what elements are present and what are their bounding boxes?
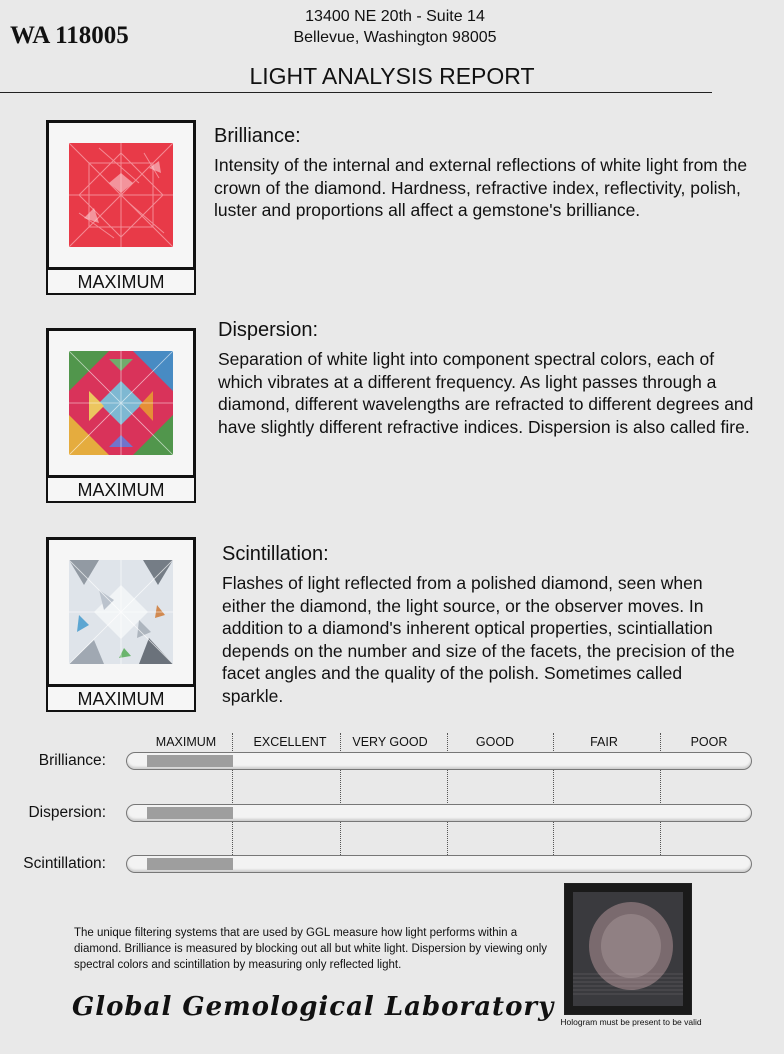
scintillation-diamond-image <box>69 560 173 664</box>
scintillation-scale-label: Scintillation: <box>23 855 106 872</box>
report-title: LIGHT ANALYSIS REPORT <box>249 63 535 89</box>
dispersion-image-frame <box>46 328 196 478</box>
dispersion-description: Separation of white light into component spectral colors, each of which vibrates at a different frequency. As light passes through a diamond, different wavelengths are refracted to different degrees and have slightly different refractive indices. Dispersion is also called fire. <box>218 349 754 437</box>
scintillation-heading: Scintillation: <box>222 543 329 565</box>
hologram-image <box>565 884 691 1014</box>
dispersion-diamond-image <box>69 351 173 455</box>
methodology-note: The unique filtering systems that are used by GGL measure how light performs within a diamond. Brilliance is measured by blocking out all but white light. Dispersion by viewing only spectral colors and scintillation by measuring only reflected light. <box>74 927 548 971</box>
brilliance-scale-bar <box>126 752 752 770</box>
title-divider <box>0 92 712 93</box>
grade-excellent: EXCELLENT <box>253 735 327 749</box>
grade-poor: POOR <box>690 735 728 749</box>
grade-very-good: VERY GOOD <box>352 735 428 749</box>
scintillation-description: Flashes of light reflected from a polished diamond, seen when either the diamond, the light source, or the observer moves. In addition to a diamond's inherent optical properties, scintiallation depends on the number and size of the facets, the precision of the facet angles and the quality of the polish. Sometimes called sparkle. <box>222 573 735 706</box>
dispersion-scale-label: Dispersion: <box>28 804 106 821</box>
address-line-1: 13400 NE 20th - Suite 14 <box>305 8 485 25</box>
address-line-2: Bellevue, Washington 98005 <box>293 29 497 46</box>
brilliance-image-frame <box>46 120 196 270</box>
brilliance-diamond-image <box>69 143 173 247</box>
brilliance-heading: Brilliance: <box>214 125 301 147</box>
scintillation-image-frame <box>46 537 196 687</box>
scintillation-rating: MAXIMUM <box>46 687 196 712</box>
dispersion-scale-bar <box>126 804 752 822</box>
brilliance-description: Intensity of the internal and external reflections of white light from the crown of the diamond. Hardness, refractive index, reflectivity, polish, luster and proportions all affect a gemstone's brilliance. <box>214 155 748 220</box>
scintillation-scale-fill <box>147 858 233 870</box>
grade-good: GOOD <box>475 735 515 749</box>
grade-fair: FAIR <box>590 735 618 749</box>
brilliance-scale-label: Brilliance: <box>38 752 106 769</box>
report-number: WA 118005 <box>10 22 129 49</box>
dispersion-scale-fill <box>147 807 233 819</box>
brilliance-rating: MAXIMUM <box>46 270 196 295</box>
scintillation-scale-bar <box>126 855 752 873</box>
hologram-caption: Hologram must be present to be valid <box>560 1017 702 1027</box>
hologram-seal <box>564 883 692 1015</box>
grade-maximum: MAXIMUM <box>155 735 217 749</box>
laboratory-signature: Global Gemological Laboratory <box>72 992 555 1022</box>
dispersion-rating: MAXIMUM <box>46 478 196 503</box>
brilliance-scale-fill <box>147 755 233 767</box>
dispersion-heading: Dispersion: <box>218 319 319 341</box>
